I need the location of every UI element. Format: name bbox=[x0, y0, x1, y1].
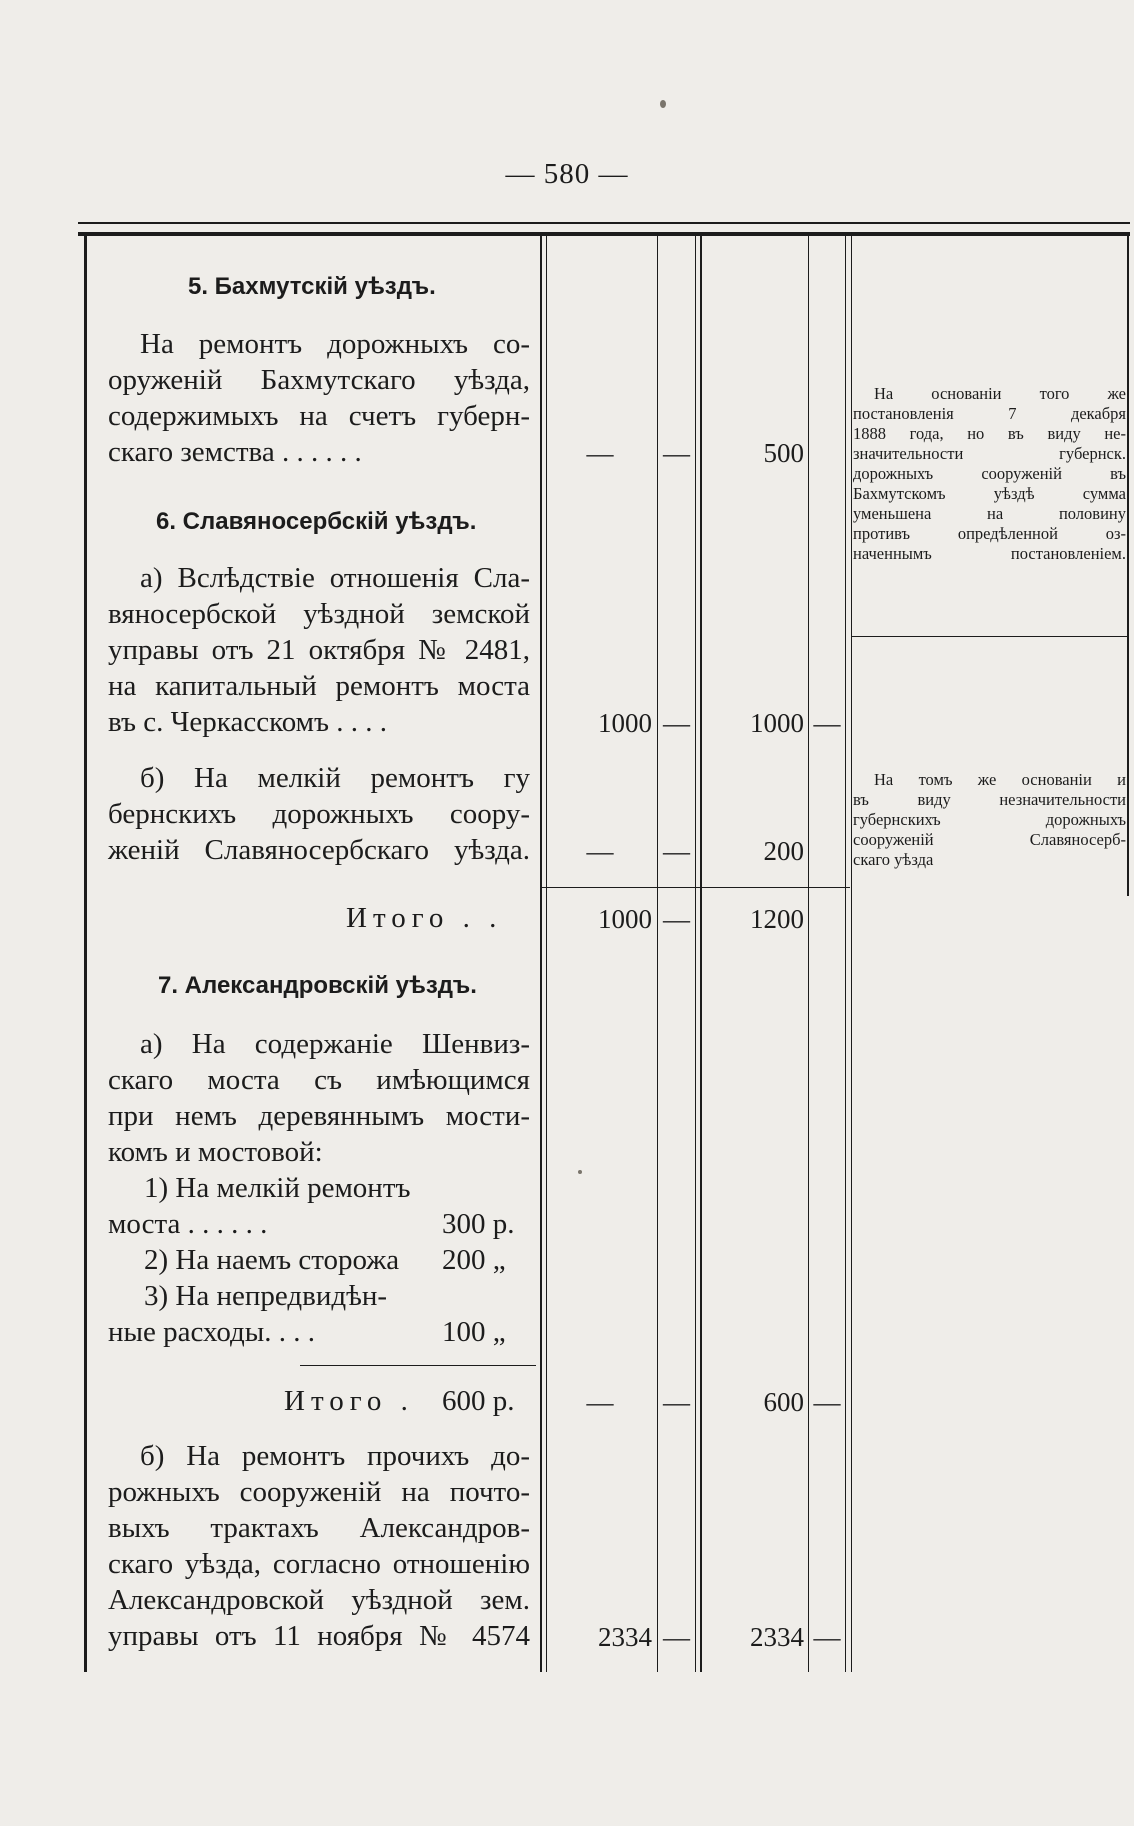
note-bottom-rule bbox=[851, 636, 1129, 637]
col4-divider bbox=[845, 236, 846, 1672]
section-5-heading: 5. Бахмутскій уѣздъ. bbox=[188, 273, 436, 300]
text-column-divider bbox=[540, 236, 542, 1672]
section-7a-line-1: а) На содержаніе Шенвиз- bbox=[140, 1028, 530, 1060]
note-1-line-8: противъ опредѣленной оз- bbox=[853, 524, 1126, 543]
note-1-line-6: Бахмутскомъ уѣздѣ сумма bbox=[853, 484, 1126, 503]
right-border bbox=[1127, 236, 1129, 896]
top-rule-thick bbox=[78, 232, 1130, 236]
section-7b-col4: — bbox=[813, 1622, 841, 1652]
section-7a-col3: 600 bbox=[763, 1387, 804, 1417]
section-7b-line-3: выхъ трактахъ Александров- bbox=[108, 1512, 530, 1544]
section-6a-col2: — bbox=[663, 708, 690, 738]
note-2-line-5: скаго уѣзда bbox=[853, 850, 934, 869]
section-7a-sub3-amount: 100 „ bbox=[442, 1316, 506, 1348]
section-6-total-col3: 1200 bbox=[750, 904, 804, 934]
col2-divider bbox=[695, 236, 696, 1672]
col3-divider bbox=[808, 236, 809, 1672]
section-6a-line-2: вяносербской уѣздной земской bbox=[108, 598, 530, 630]
section-7a-total-label: Итого . bbox=[284, 1385, 414, 1417]
section-7a-sub1-desc: моста . . . . . . bbox=[108, 1208, 268, 1240]
note-1-line-4: значительности губернск. bbox=[853, 444, 1126, 463]
note-2-line-2: въ виду незначительности bbox=[853, 790, 1126, 809]
paper-speck bbox=[578, 1170, 582, 1174]
section-7a-sub1-title: 1) На мелкій ремонтъ bbox=[144, 1172, 411, 1204]
section-7-heading: 7. Александровскій уѣздъ. bbox=[158, 972, 477, 999]
section-6a-col1: 1000 bbox=[598, 708, 652, 738]
section-7b-line-6: управы отъ 11 ноября № 4574 bbox=[108, 1620, 530, 1652]
note-1-line-2: постановленія 7 декабря bbox=[853, 404, 1126, 423]
section-5-line-3: содержимыхъ на счетъ губерн- bbox=[108, 400, 530, 432]
section-7a-line-2: скаго моста съ имѣющимся bbox=[108, 1064, 530, 1096]
sub-items-rule bbox=[300, 1365, 536, 1366]
note-1-line-9: наченнымъ постановленіем. bbox=[853, 544, 1126, 563]
section-7a-sub2-amount: 200 „ bbox=[442, 1244, 506, 1276]
section-7b-line-5: Александровской уѣздной зем. bbox=[108, 1584, 530, 1616]
section-6b-line-2: бернскихъ дорожныхъ соору- bbox=[108, 798, 530, 830]
section-6-total-label: Итого . . bbox=[346, 902, 503, 934]
text-column-divider-inner bbox=[546, 236, 547, 1672]
section-7a-total-amount: 600 р. bbox=[442, 1385, 515, 1417]
section-7a-col1: — bbox=[586, 1387, 614, 1417]
section-7b-col1: 2334 bbox=[598, 1622, 652, 1652]
section-7a-line-4: комъ и мостовой: bbox=[108, 1136, 323, 1168]
section-7b-line-4: скаго уѣзда, согласно отношенію bbox=[108, 1548, 530, 1580]
section-7b-col3: 2334 bbox=[750, 1622, 804, 1652]
section-6a-line-5: въ с. Черкасскомъ . . . . bbox=[108, 706, 387, 738]
section-6-total-col2: — bbox=[663, 904, 690, 934]
section-5-line-4: скаго земства . . . . . . bbox=[108, 436, 362, 468]
section-6a-line-3: управы отъ 21 октября № 2481, bbox=[108, 634, 530, 666]
section-7a-sub1-amount: 300 р. bbox=[442, 1208, 515, 1240]
section-6-heading: 6. Славяносербскій уѣздъ. bbox=[156, 508, 477, 535]
section-6b-col3: 200 bbox=[763, 836, 804, 866]
section-7a-sub3-title: 3) На непредвидѣн- bbox=[144, 1280, 388, 1312]
section-5-col1: — bbox=[586, 438, 614, 468]
section-7b-col2: — bbox=[663, 1622, 690, 1652]
paper-speck bbox=[660, 100, 666, 108]
note-1-line-1: На основаніи того же bbox=[874, 384, 1126, 403]
section-6a-col4: — bbox=[813, 708, 841, 738]
section-7a-sub3-desc: ные расходы. . . . bbox=[108, 1316, 316, 1348]
section-7b-line-2: рожныхъ сооруженій на почто- bbox=[108, 1476, 530, 1508]
note-1-line-7: уменьшена на половину bbox=[853, 504, 1126, 523]
section-6a-line-4: на капитальный ремонтъ моста bbox=[108, 670, 530, 702]
col2-divider-inner bbox=[700, 236, 702, 1672]
note-2-line-4: сооруженій Славяносерб- bbox=[853, 830, 1126, 849]
section-5-line-2: оруженій Бахмутскаго уѣзда, bbox=[108, 364, 530, 396]
section-6a-line-1: а) Вслѣдствіе отношенія Сла- bbox=[140, 562, 530, 594]
section-5-col3: 500 bbox=[763, 438, 804, 468]
section-6-total-col1: 1000 bbox=[598, 904, 652, 934]
section-6b-col1: — bbox=[586, 836, 614, 866]
section-5-col2: — bbox=[663, 438, 690, 468]
section-6b-col2: — bbox=[663, 836, 690, 866]
note-2-line-1: На томъ же основаніи и bbox=[874, 770, 1126, 789]
note-1-line-5: дорожныхъ сооруженій въ bbox=[853, 464, 1126, 483]
note-1-line-3: 1888 года, но въ виду не- bbox=[853, 424, 1126, 443]
subtotal-rule bbox=[540, 887, 850, 888]
note-2-line-3: губернскихъ дорожныхъ bbox=[853, 810, 1126, 829]
section-7b-line-1: б) На ремонтъ прочихъ до- bbox=[140, 1440, 530, 1472]
section-7a-col4: — bbox=[813, 1387, 841, 1417]
section-6a-col3: 1000 bbox=[750, 708, 804, 738]
top-rule-thin bbox=[78, 222, 1130, 224]
section-5-line-1: На ремонтъ дорожныхъ со- bbox=[140, 328, 530, 360]
left-border bbox=[84, 236, 87, 1672]
section-6b-line-3: женій Славяносербскаго уѣзда. bbox=[108, 834, 530, 866]
col4-divider-inner bbox=[851, 236, 852, 1672]
page-number: — 580 — bbox=[505, 158, 629, 190]
section-6b-line-1: б) На мелкій ремонтъ гу bbox=[140, 762, 530, 794]
section-7a-line-3: при немъ деревяннымъ мости- bbox=[108, 1100, 530, 1132]
section-7a-col2: — bbox=[663, 1387, 690, 1417]
section-7a-sub2-desc: 2) На наемъ сторожа bbox=[144, 1244, 400, 1276]
